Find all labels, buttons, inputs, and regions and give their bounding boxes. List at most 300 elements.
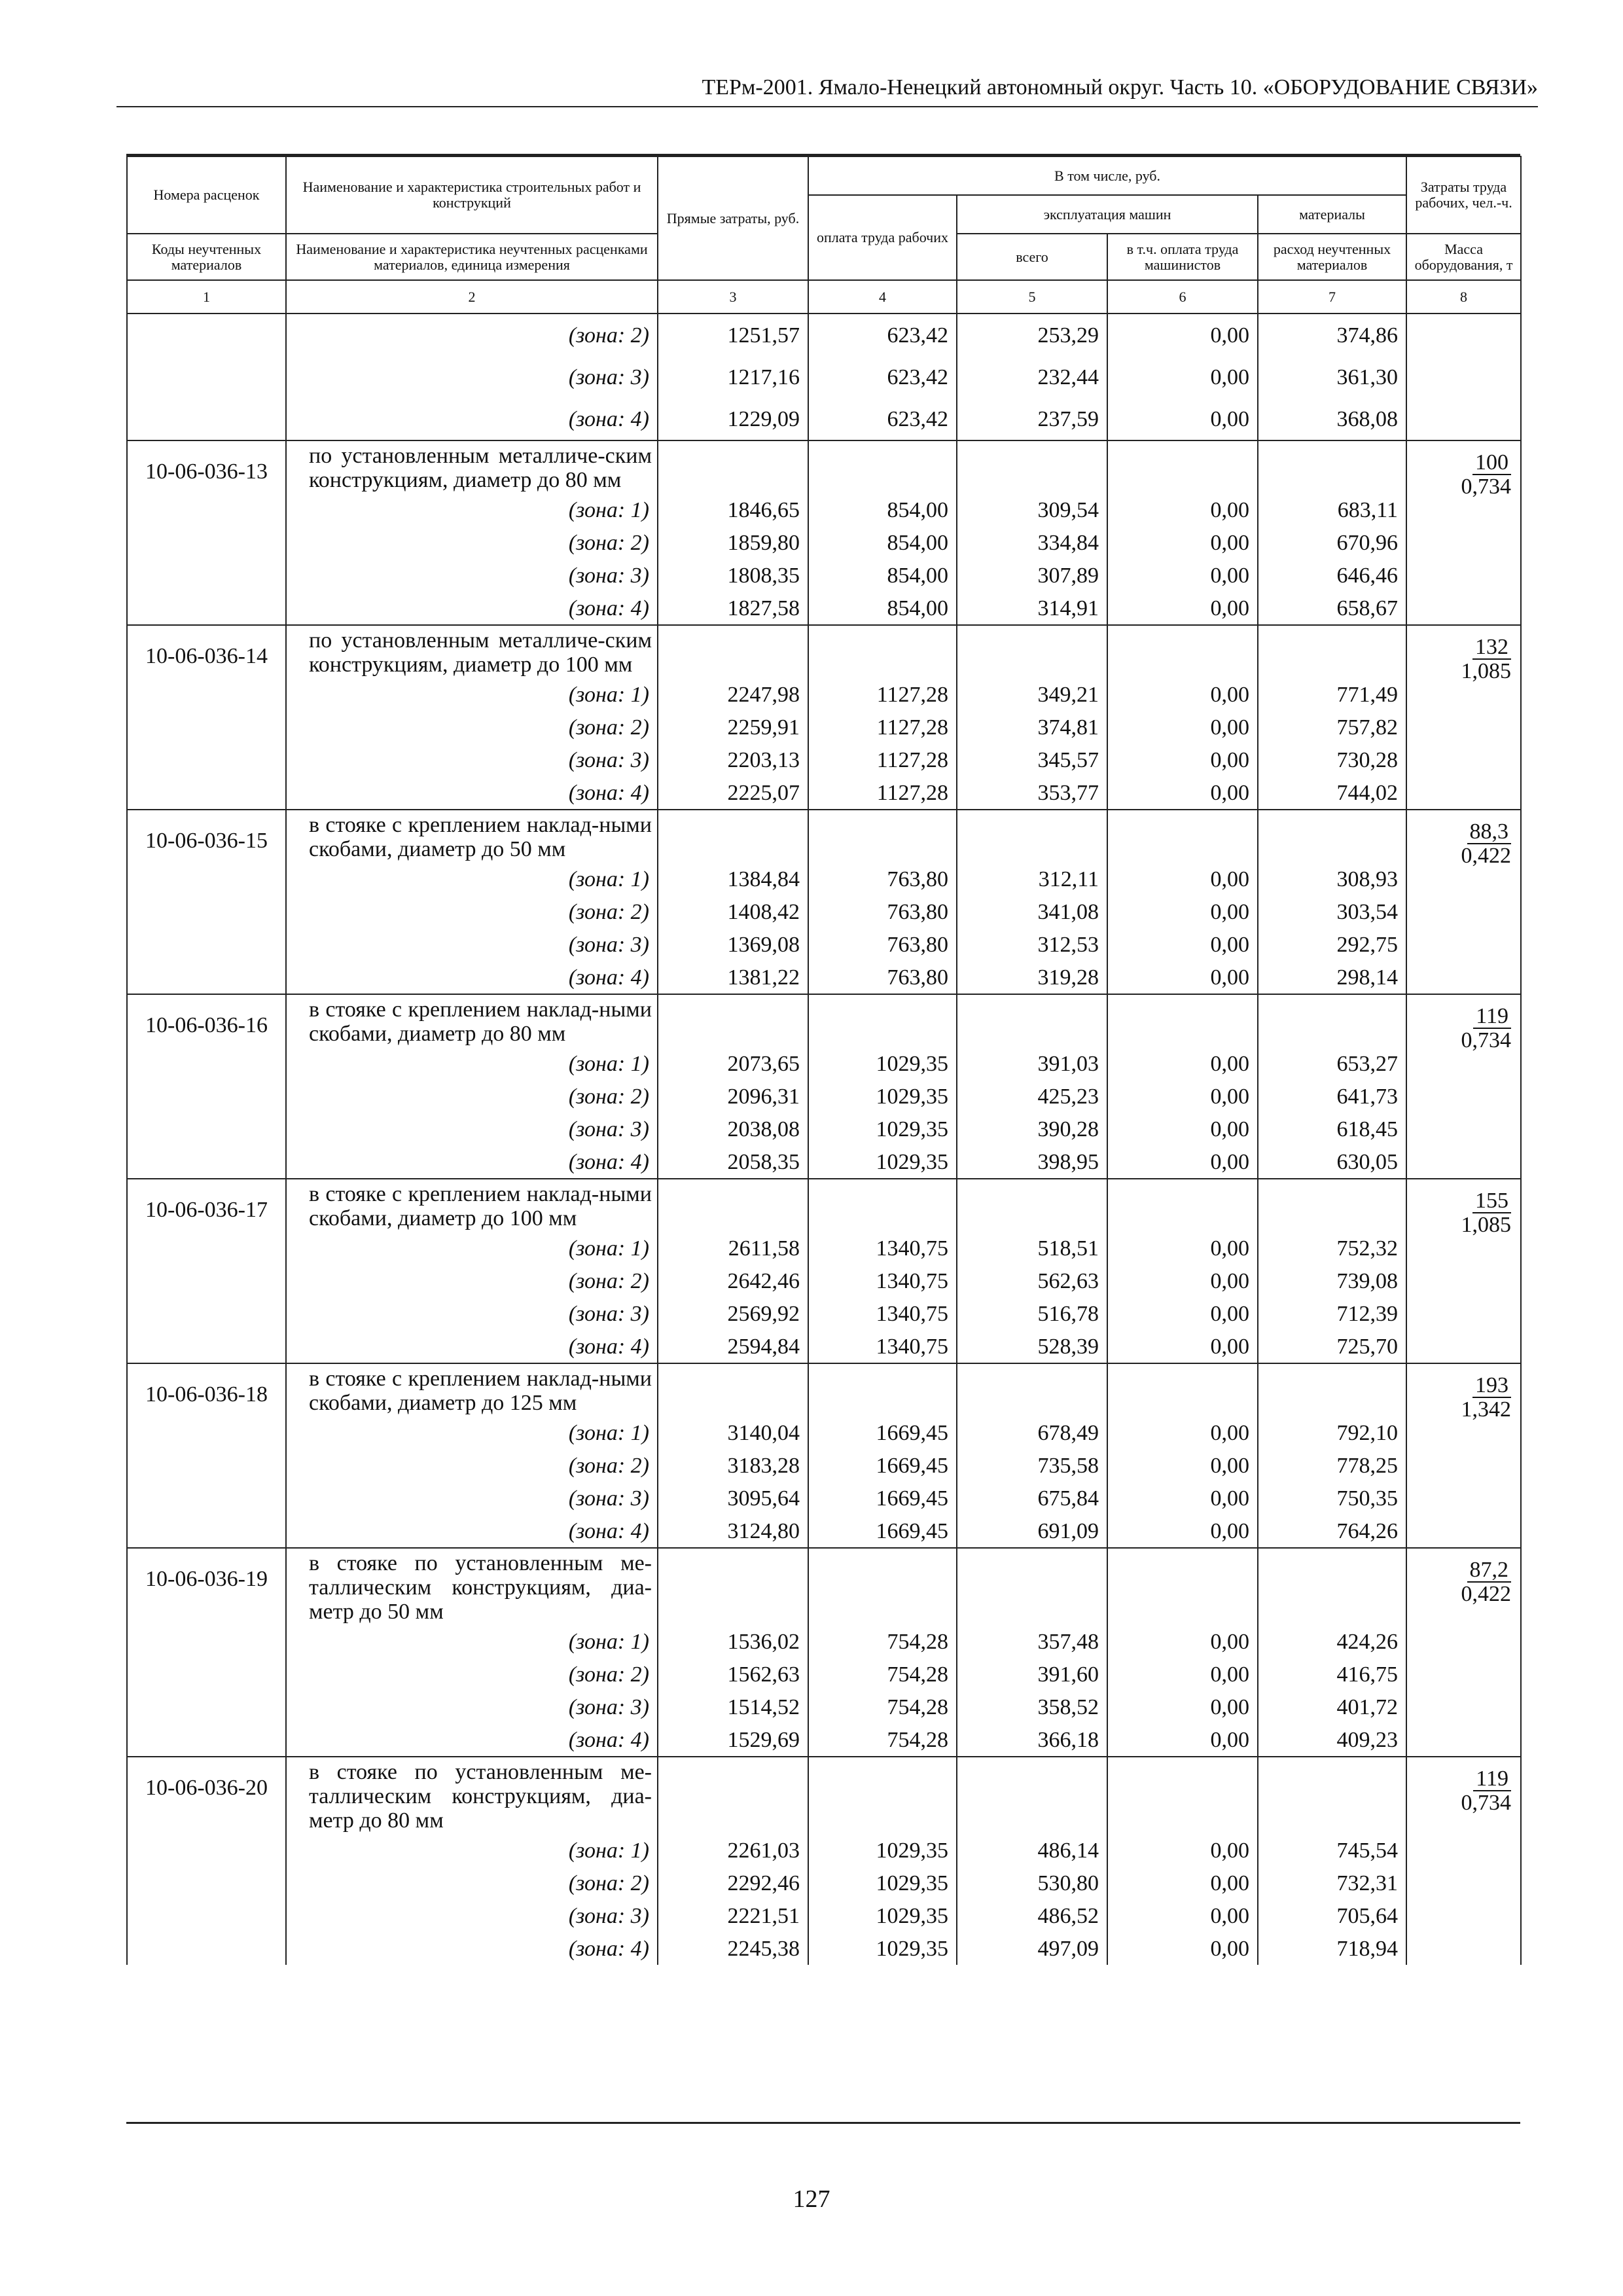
zone-label: (зона: 1) bbox=[286, 1625, 658, 1658]
equipment-mass-value: 0,422 bbox=[1461, 1582, 1512, 1606]
machines-total-value: 312,11 bbox=[957, 863, 1107, 895]
labor-pay-value: 1340,75 bbox=[808, 1297, 957, 1330]
zone-row bbox=[127, 1658, 1521, 1691]
page-number: 127 bbox=[793, 2185, 830, 2213]
machinists-pay-value: 0,00 bbox=[1107, 711, 1258, 744]
machines-total-value: 391,60 bbox=[957, 1658, 1107, 1691]
machinists-pay-value: 0,00 bbox=[1107, 1723, 1258, 1757]
machines-total-value: 358,52 bbox=[957, 1691, 1107, 1723]
direct-costs-value: 2096,31 bbox=[658, 1080, 808, 1113]
machinists-pay-value: 0,00 bbox=[1107, 744, 1258, 776]
materials-empty bbox=[1258, 1179, 1406, 1232]
materials-empty bbox=[1258, 1548, 1406, 1625]
labor-pay-value: 1029,35 bbox=[808, 1899, 957, 1932]
zone-row bbox=[127, 592, 1521, 625]
labor-pay-empty bbox=[808, 1179, 957, 1232]
rate-row bbox=[127, 440, 1521, 493]
machinists-pay-empty bbox=[1107, 625, 1258, 678]
materials-value: 771,49 bbox=[1258, 678, 1406, 711]
materials-value: 792,10 bbox=[1258, 1416, 1406, 1449]
machines-total-value: 334,84 bbox=[957, 526, 1107, 559]
zone-row bbox=[127, 1691, 1521, 1723]
labor-pay-empty bbox=[808, 1548, 957, 1625]
zone-row bbox=[127, 961, 1521, 994]
zone-label: (зона: 2) bbox=[286, 1080, 658, 1113]
materials-value: 712,39 bbox=[1258, 1297, 1406, 1330]
materials-value: 401,72 bbox=[1258, 1691, 1406, 1723]
materials-value: 653,27 bbox=[1258, 1047, 1406, 1080]
direct-costs-value: 1384,84 bbox=[658, 863, 808, 895]
machinists-pay-value: 0,00 bbox=[1107, 1691, 1258, 1723]
zone-label: (зона: 3) bbox=[286, 1482, 658, 1515]
column-number: 2 bbox=[286, 280, 658, 314]
zone-label: (зона: 4) bbox=[286, 1932, 658, 1965]
machines-total-value: 253,29 bbox=[957, 314, 1107, 356]
zone-label: (зона: 3) bbox=[286, 928, 658, 961]
header-equipment-mass: Масса оборудования, т bbox=[1406, 234, 1521, 280]
labor-pay-value: 1669,45 bbox=[808, 1482, 957, 1515]
materials-value: 764,26 bbox=[1258, 1515, 1406, 1548]
materials-empty bbox=[1258, 440, 1406, 493]
materials-value: 752,32 bbox=[1258, 1232, 1406, 1265]
labor-pay-value: 1127,28 bbox=[808, 744, 957, 776]
rate-code: 10-06-036-19 bbox=[127, 1548, 286, 1757]
machinists-pay-value: 0,00 bbox=[1107, 961, 1258, 994]
direct-costs-value: 1827,58 bbox=[658, 592, 808, 625]
labor-pay-value: 854,00 bbox=[808, 493, 957, 526]
zone-label: (зона: 2) bbox=[286, 1658, 658, 1691]
zone-label: (зона: 1) bbox=[286, 678, 658, 711]
equipment-mass-value: 0,734 bbox=[1461, 1791, 1512, 1815]
zone-row bbox=[127, 314, 1521, 356]
direct-costs-empty bbox=[658, 440, 808, 493]
zone-row bbox=[127, 744, 1521, 776]
materials-value: 416,75 bbox=[1258, 1658, 1406, 1691]
direct-costs-empty bbox=[658, 994, 808, 1047]
column-number: 7 bbox=[1258, 280, 1406, 314]
rate-row bbox=[127, 810, 1521, 863]
header-rate-numbers: Номера расценок bbox=[127, 156, 286, 234]
machines-total-value: 314,91 bbox=[957, 592, 1107, 625]
zone-row bbox=[127, 1834, 1521, 1867]
header-including: В том числе, руб. bbox=[808, 156, 1406, 195]
direct-costs-value: 1514,52 bbox=[658, 1691, 808, 1723]
zone-label: (зона: 1) bbox=[286, 1834, 658, 1867]
zone-row bbox=[127, 1297, 1521, 1330]
materials-value: 303,54 bbox=[1258, 895, 1406, 928]
machines-total-empty bbox=[957, 994, 1107, 1047]
machinists-pay-value: 0,00 bbox=[1107, 1113, 1258, 1145]
materials-value: 750,35 bbox=[1258, 1482, 1406, 1515]
zone-row bbox=[127, 1625, 1521, 1658]
labor-pay-value: 854,00 bbox=[808, 592, 957, 625]
machinists-pay-value: 0,00 bbox=[1107, 928, 1258, 961]
machinists-pay-value: 0,00 bbox=[1107, 493, 1258, 526]
labor-mass-fraction bbox=[1406, 1548, 1521, 1757]
machines-total-value: 312,53 bbox=[957, 928, 1107, 961]
machinists-pay-value: 0,00 bbox=[1107, 1265, 1258, 1297]
labor-pay-value: 1340,75 bbox=[808, 1330, 957, 1363]
zone-row bbox=[127, 356, 1521, 398]
zone-row bbox=[127, 711, 1521, 744]
rate-row bbox=[127, 994, 1521, 1047]
header-machines: эксплуатация машин bbox=[957, 195, 1258, 234]
machines-total-value: 562,63 bbox=[957, 1265, 1107, 1297]
labor-hours-value: 119 bbox=[1473, 1005, 1511, 1029]
equipment-mass-value: 1,085 bbox=[1461, 659, 1512, 683]
labor-pay-empty bbox=[808, 810, 957, 863]
header-machinists-pay: в т.ч. оплата труда машинистов bbox=[1107, 234, 1258, 280]
materials-value: 361,30 bbox=[1258, 356, 1406, 398]
materials-value: 670,96 bbox=[1258, 526, 1406, 559]
zone-label: (зона: 4) bbox=[286, 398, 658, 440]
zone-row bbox=[127, 526, 1521, 559]
zone-label: (зона: 1) bbox=[286, 1047, 658, 1080]
zone-row bbox=[127, 1047, 1521, 1080]
zone-label: (зона: 1) bbox=[286, 1232, 658, 1265]
labor-pay-value: 623,42 bbox=[808, 398, 957, 440]
direct-costs-empty bbox=[658, 1363, 808, 1416]
equipment-mass-value: 0,422 bbox=[1461, 844, 1512, 868]
direct-costs-value: 2569,92 bbox=[658, 1297, 808, 1330]
machinists-pay-value: 0,00 bbox=[1107, 863, 1258, 895]
machines-total-value: 390,28 bbox=[957, 1113, 1107, 1145]
table-header bbox=[127, 156, 1521, 314]
rate-code-empty bbox=[127, 314, 286, 356]
zone-row bbox=[127, 398, 1521, 440]
labor-pay-value: 754,28 bbox=[808, 1625, 957, 1658]
header-materials: материалы bbox=[1258, 195, 1406, 234]
zone-label: (зона: 4) bbox=[286, 1515, 658, 1548]
direct-costs-value: 1369,08 bbox=[658, 928, 808, 961]
labor-pay-empty bbox=[808, 1757, 957, 1834]
labor-mass-fraction bbox=[1406, 1757, 1521, 1965]
machines-total-value: 353,77 bbox=[957, 776, 1107, 810]
labor-pay-value: 754,28 bbox=[808, 1691, 957, 1723]
labor-pay-value: 763,80 bbox=[808, 961, 957, 994]
machines-total-value: 319,28 bbox=[957, 961, 1107, 994]
machines-total-value: 530,80 bbox=[957, 1867, 1107, 1899]
direct-costs-value: 1217,16 bbox=[658, 356, 808, 398]
rate-description: в стояке с креплением наклад-ными скобами, диаметр до 100 мм bbox=[286, 1179, 658, 1232]
zone-row bbox=[127, 1449, 1521, 1482]
zone-label: (зона: 4) bbox=[286, 1330, 658, 1363]
direct-costs-value: 1408,42 bbox=[658, 895, 808, 928]
rate-row bbox=[127, 1548, 1521, 1625]
zone-label: (зона: 1) bbox=[286, 863, 658, 895]
direct-costs-value: 1536,02 bbox=[658, 1625, 808, 1658]
machines-total-empty bbox=[957, 1179, 1107, 1232]
labor-hours-value: 132 bbox=[1472, 636, 1511, 660]
machines-total-value: 675,84 bbox=[957, 1482, 1107, 1515]
rate-code: 10-06-036-20 bbox=[127, 1757, 286, 1965]
running-head: ТЕРм-2001. Ямало-Ненецкий автономный округ. Часть 10. «ОБОРУДОВАНИЕ СВЯЗИ» bbox=[116, 72, 1538, 107]
machines-total-value: 232,44 bbox=[957, 356, 1107, 398]
rate-code-empty bbox=[127, 398, 286, 440]
labor-hours-value: 155 bbox=[1472, 1190, 1511, 1213]
labor-mass-fraction bbox=[1406, 1363, 1521, 1548]
machinists-pay-value: 0,00 bbox=[1107, 1515, 1258, 1548]
zone-label: (зона: 3) bbox=[286, 744, 658, 776]
machinists-pay-value: 0,00 bbox=[1107, 1625, 1258, 1658]
labor-hours-empty bbox=[1406, 398, 1521, 440]
labor-pay-empty bbox=[808, 1363, 957, 1416]
materials-empty bbox=[1258, 625, 1406, 678]
zone-row bbox=[127, 678, 1521, 711]
machines-total-value: 309,54 bbox=[957, 493, 1107, 526]
machines-total-value: 486,52 bbox=[957, 1899, 1107, 1932]
column-number: 8 bbox=[1406, 280, 1521, 314]
direct-costs-value: 1808,35 bbox=[658, 559, 808, 592]
labor-pay-value: 763,80 bbox=[808, 895, 957, 928]
materials-value: 757,82 bbox=[1258, 711, 1406, 744]
machinists-pay-value: 0,00 bbox=[1107, 592, 1258, 625]
direct-costs-value: 2261,03 bbox=[658, 1834, 808, 1867]
equipment-mass-value: 1,342 bbox=[1461, 1397, 1512, 1422]
materials-value: 646,46 bbox=[1258, 559, 1406, 592]
machinists-pay-value: 0,00 bbox=[1107, 1297, 1258, 1330]
machines-total-value: 357,48 bbox=[957, 1625, 1107, 1658]
direct-costs-value: 1846,65 bbox=[658, 493, 808, 526]
zone-label: (зона: 3) bbox=[286, 1297, 658, 1330]
direct-costs-value: 3183,28 bbox=[658, 1449, 808, 1482]
labor-mass-fraction bbox=[1406, 994, 1521, 1179]
zone-label: (зона: 2) bbox=[286, 1867, 658, 1899]
materials-value: 744,02 bbox=[1258, 776, 1406, 810]
rate-description: по установленным металличе-ским конструкциям, диаметр до 100 мм bbox=[286, 625, 658, 678]
materials-value: 630,05 bbox=[1258, 1145, 1406, 1179]
direct-costs-value: 2642,46 bbox=[658, 1265, 808, 1297]
materials-value: 409,23 bbox=[1258, 1723, 1406, 1757]
header-materials-use: расход неучтенных материалов bbox=[1258, 234, 1406, 280]
direct-costs-value: 1859,80 bbox=[658, 526, 808, 559]
labor-pay-value: 1029,35 bbox=[808, 1080, 957, 1113]
direct-costs-value: 3095,64 bbox=[658, 1482, 808, 1515]
direct-costs-empty bbox=[658, 1757, 808, 1834]
machines-total-empty bbox=[957, 1548, 1107, 1625]
zone-label: (зона: 2) bbox=[286, 1449, 658, 1482]
labor-pay-empty bbox=[808, 440, 957, 493]
rate-description: в стояке с креплением наклад-ными скобами, диаметр до 50 мм bbox=[286, 810, 658, 863]
rate-code: 10-06-036-15 bbox=[127, 810, 286, 994]
direct-costs-value: 1251,57 bbox=[658, 314, 808, 356]
rate-description: в стояке по установленным ме-таллическим конструкциям, диа-метр до 50 мм bbox=[286, 1548, 658, 1625]
machinists-pay-value: 0,00 bbox=[1107, 314, 1258, 356]
labor-hours-value: 87,2 bbox=[1467, 1559, 1512, 1583]
labor-mass-fraction bbox=[1406, 625, 1521, 810]
zone-row bbox=[127, 1899, 1521, 1932]
materials-value: 739,08 bbox=[1258, 1265, 1406, 1297]
machinists-pay-value: 0,00 bbox=[1107, 1330, 1258, 1363]
labor-pay-empty bbox=[808, 625, 957, 678]
direct-costs-empty bbox=[658, 1179, 808, 1232]
zone-label: (зона: 2) bbox=[286, 895, 658, 928]
machinists-pay-value: 0,00 bbox=[1107, 1932, 1258, 1965]
labor-pay-value: 754,28 bbox=[808, 1658, 957, 1691]
rates-table bbox=[126, 156, 1522, 1965]
machinists-pay-value: 0,00 bbox=[1107, 1867, 1258, 1899]
zone-label: (зона: 2) bbox=[286, 1265, 658, 1297]
rate-code: 10-06-036-14 bbox=[127, 625, 286, 810]
column-number: 4 bbox=[808, 280, 957, 314]
zone-row bbox=[127, 1723, 1521, 1757]
header-material-description: Наименование и характеристика неучтенных расценками материалов, единица измерения bbox=[286, 234, 658, 280]
zone-label: (зона: 3) bbox=[286, 1691, 658, 1723]
zone-label: (зона: 1) bbox=[286, 493, 658, 526]
zone-label: (зона: 3) bbox=[286, 356, 658, 398]
zone-label: (зона: 2) bbox=[286, 314, 658, 356]
rate-description: в стояке с креплением наклад-ными скобами, диаметр до 80 мм bbox=[286, 994, 658, 1047]
materials-value: 298,14 bbox=[1258, 961, 1406, 994]
labor-pay-value: 1029,35 bbox=[808, 1834, 957, 1867]
machines-total-value: 307,89 bbox=[957, 559, 1107, 592]
labor-pay-value: 1669,45 bbox=[808, 1449, 957, 1482]
machines-total-value: 349,21 bbox=[957, 678, 1107, 711]
equipment-mass-value: 0,734 bbox=[1461, 1028, 1512, 1052]
machinists-pay-value: 0,00 bbox=[1107, 559, 1258, 592]
direct-costs-value: 2221,51 bbox=[658, 1899, 808, 1932]
zone-row bbox=[127, 1932, 1521, 1965]
rate-code: 10-06-036-18 bbox=[127, 1363, 286, 1548]
direct-costs-value: 3124,80 bbox=[658, 1515, 808, 1548]
zone-row bbox=[127, 1515, 1521, 1548]
machines-total-value: 345,57 bbox=[957, 744, 1107, 776]
header-direct-costs: Прямые затраты, руб. bbox=[658, 156, 808, 280]
direct-costs-value: 2058,35 bbox=[658, 1145, 808, 1179]
equipment-mass-value: 1,085 bbox=[1461, 1213, 1512, 1237]
zone-label: (зона: 4) bbox=[286, 961, 658, 994]
machines-total-value: 374,81 bbox=[957, 711, 1107, 744]
labor-pay-value: 763,80 bbox=[808, 928, 957, 961]
materials-value: 745,54 bbox=[1258, 1834, 1406, 1867]
machinists-pay-value: 0,00 bbox=[1107, 1416, 1258, 1449]
machinists-pay-value: 0,00 bbox=[1107, 398, 1258, 440]
zone-label: (зона: 3) bbox=[286, 1113, 658, 1145]
header-work-description: Наименование и характеристика строительных работ и конструкций bbox=[286, 156, 658, 234]
direct-costs-value: 2203,13 bbox=[658, 744, 808, 776]
zone-label: (зона: 4) bbox=[286, 1723, 658, 1757]
labor-pay-value: 854,00 bbox=[808, 526, 957, 559]
materials-empty bbox=[1258, 1757, 1406, 1834]
column-number: 3 bbox=[658, 280, 808, 314]
machines-total-value: 486,14 bbox=[957, 1834, 1107, 1867]
labor-pay-value: 623,42 bbox=[808, 314, 957, 356]
labor-mass-fraction bbox=[1406, 1179, 1521, 1363]
materials-value: 292,75 bbox=[1258, 928, 1406, 961]
zone-row bbox=[127, 1080, 1521, 1113]
direct-costs-empty bbox=[658, 625, 808, 678]
labor-mass-fraction bbox=[1406, 810, 1521, 994]
labor-pay-value: 1029,35 bbox=[808, 1145, 957, 1179]
labor-pay-value: 854,00 bbox=[808, 559, 957, 592]
labor-hours-value: 119 bbox=[1473, 1768, 1511, 1791]
labor-pay-value: 1029,35 bbox=[808, 1113, 957, 1145]
machines-total-empty bbox=[957, 440, 1107, 493]
labor-pay-value: 1029,35 bbox=[808, 1867, 957, 1899]
machinists-pay-value: 0,00 bbox=[1107, 1080, 1258, 1113]
direct-costs-value: 2245,38 bbox=[658, 1932, 808, 1965]
labor-pay-value: 1127,28 bbox=[808, 678, 957, 711]
rate-code-empty bbox=[127, 356, 286, 398]
materials-value: 732,31 bbox=[1258, 1867, 1406, 1899]
machines-total-empty bbox=[957, 1757, 1107, 1834]
materials-value: 368,08 bbox=[1258, 398, 1406, 440]
materials-value: 730,28 bbox=[1258, 744, 1406, 776]
header-machines-total: всего bbox=[957, 234, 1107, 280]
direct-costs-value: 2247,98 bbox=[658, 678, 808, 711]
zone-label: (зона: 2) bbox=[286, 526, 658, 559]
materials-value: 718,94 bbox=[1258, 1932, 1406, 1965]
labor-hours-empty bbox=[1406, 314, 1521, 356]
labor-pay-value: 1127,28 bbox=[808, 776, 957, 810]
direct-costs-empty bbox=[658, 1548, 808, 1625]
labor-pay-value: 754,28 bbox=[808, 1723, 957, 1757]
machinists-pay-value: 0,00 bbox=[1107, 1482, 1258, 1515]
machines-total-value: 528,39 bbox=[957, 1330, 1107, 1363]
direct-costs-value: 2225,07 bbox=[658, 776, 808, 810]
zone-row bbox=[127, 1330, 1521, 1363]
machinists-pay-value: 0,00 bbox=[1107, 1449, 1258, 1482]
rate-row bbox=[127, 1363, 1521, 1416]
labor-hours-value: 193 bbox=[1472, 1374, 1511, 1398]
machines-total-value: 735,58 bbox=[957, 1449, 1107, 1482]
zone-row bbox=[127, 1482, 1521, 1515]
direct-costs-value: 2594,84 bbox=[658, 1330, 808, 1363]
direct-costs-value: 2073,65 bbox=[658, 1047, 808, 1080]
machinists-pay-empty bbox=[1107, 1548, 1258, 1625]
direct-costs-empty bbox=[658, 810, 808, 863]
labor-pay-empty bbox=[808, 994, 957, 1047]
materials-value: 725,70 bbox=[1258, 1330, 1406, 1363]
zone-label: (зона: 4) bbox=[286, 1145, 658, 1179]
machinists-pay-value: 0,00 bbox=[1107, 1658, 1258, 1691]
machinists-pay-empty bbox=[1107, 994, 1258, 1047]
machinists-pay-value: 0,00 bbox=[1107, 1047, 1258, 1080]
zone-row bbox=[127, 493, 1521, 526]
rate-description: в стояке по установленным ме-таллическим конструкциям, диа-метр до 80 мм bbox=[286, 1757, 658, 1834]
zone-row bbox=[127, 776, 1521, 810]
zone-row bbox=[127, 863, 1521, 895]
machinists-pay-value: 0,00 bbox=[1107, 895, 1258, 928]
rate-row bbox=[127, 1757, 1521, 1834]
machinists-pay-empty bbox=[1107, 810, 1258, 863]
direct-costs-value: 1229,09 bbox=[658, 398, 808, 440]
machines-total-value: 516,78 bbox=[957, 1297, 1107, 1330]
labor-pay-value: 1127,28 bbox=[808, 711, 957, 744]
machinists-pay-value: 0,00 bbox=[1107, 526, 1258, 559]
machines-total-value: 425,23 bbox=[957, 1080, 1107, 1113]
machines-total-value: 391,03 bbox=[957, 1047, 1107, 1080]
machinists-pay-empty bbox=[1107, 1363, 1258, 1416]
machinists-pay-value: 0,00 bbox=[1107, 1232, 1258, 1265]
materials-value: 683,11 bbox=[1258, 493, 1406, 526]
rate-code: 10-06-036-17 bbox=[127, 1179, 286, 1363]
rate-code: 10-06-036-16 bbox=[127, 994, 286, 1179]
machines-total-empty bbox=[957, 625, 1107, 678]
machinists-pay-empty bbox=[1107, 440, 1258, 493]
labor-pay-value: 1340,75 bbox=[808, 1265, 957, 1297]
labor-pay-value: 763,80 bbox=[808, 863, 957, 895]
machines-total-value: 366,18 bbox=[957, 1723, 1107, 1757]
labor-pay-value: 1669,45 bbox=[808, 1515, 957, 1548]
rate-row bbox=[127, 1179, 1521, 1232]
rate-code: 10-06-036-13 bbox=[127, 440, 286, 625]
machines-total-value: 691,09 bbox=[957, 1515, 1107, 1548]
materials-value: 641,73 bbox=[1258, 1080, 1406, 1113]
materials-empty bbox=[1258, 994, 1406, 1047]
header-material-codes: Коды неучтенных материалов bbox=[127, 234, 286, 280]
direct-costs-value: 2259,91 bbox=[658, 711, 808, 744]
